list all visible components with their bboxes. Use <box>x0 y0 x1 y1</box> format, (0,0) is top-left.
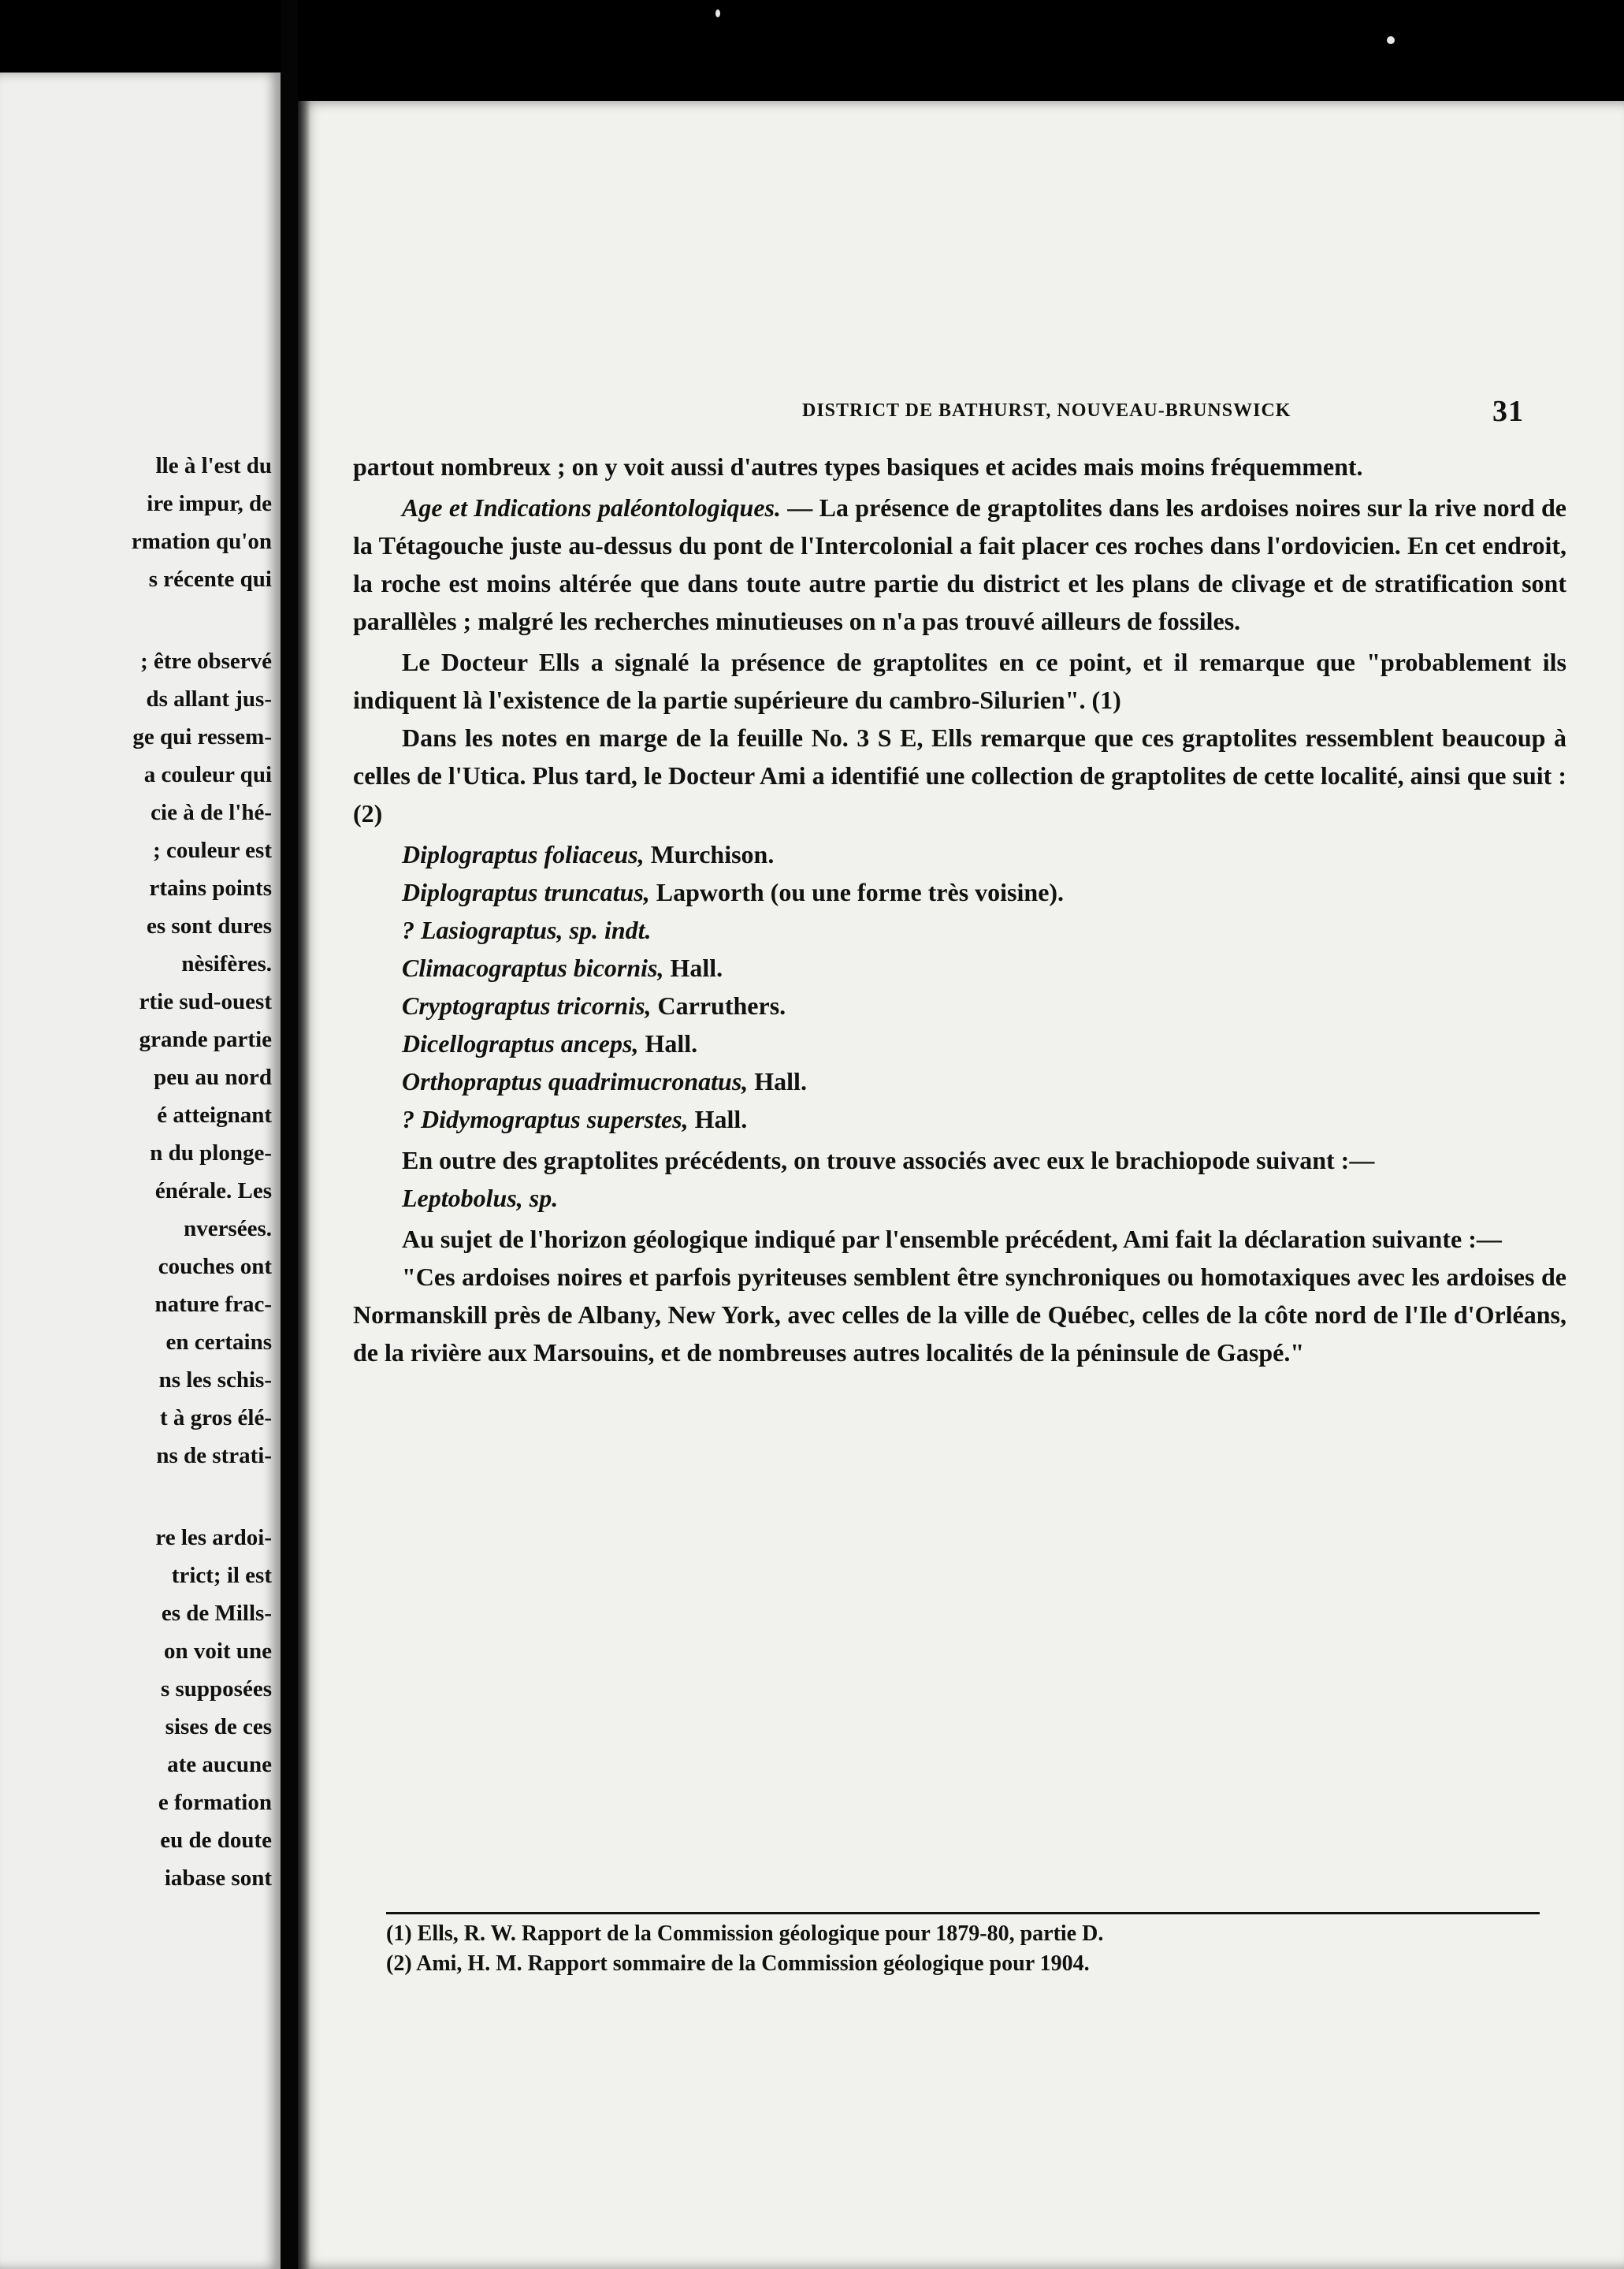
facing-page-line: ds allant jus- <box>146 686 272 712</box>
taxon-row <box>402 835 1566 873</box>
facing-page-line: nèsifères. <box>181 951 272 976</box>
paragraph: partout nombreux ; on y voit aussi d'autres types basiques et acides mais moins fréquemment. <box>353 452 1363 481</box>
taxon-author: Hall. <box>694 1105 748 1133</box>
facing-page-line: rtie sud-ouest <box>139 989 272 1014</box>
facing-page-line: t à gros élé- <box>160 1405 272 1430</box>
taxon-name: Orthopraptus quadrimucronatus, <box>402 1067 749 1095</box>
quotation: "Ces ardoises noires et parfois pyriteuses semblent être synchroniques ou homotaxiques avec les ardoises de Normanskill près de Albany, New York, avec celles de la ville de Québec, celles de la côte nord de l'Ile d'Orléans, de la rivière aux Marsouins, et de nombreuses autres localités de la péninsule de Gaspé." <box>353 1263 1566 1367</box>
footnote: (1) Ells, R. W. Rapport de la Commission géologique pour 1879-80, partie D. <box>386 1921 1104 1946</box>
facing-page-line: eu de doute <box>160 1828 272 1853</box>
facing-page-line: ; être observé <box>140 649 272 674</box>
page-gutter <box>281 0 298 2269</box>
footnotes <box>353 1921 1566 1981</box>
taxon-row <box>402 1062 1566 1100</box>
body-text <box>353 448 1566 1371</box>
facing-page-line: on voit une <box>164 1639 272 1664</box>
taxa-list <box>402 835 1566 1138</box>
taxon-row <box>402 1100 1566 1138</box>
facing-page-line: couches ont <box>158 1254 272 1279</box>
facing-page-line: a couleur qui <box>143 762 272 787</box>
paragraph: Le Docteur Ells a signalé la présence de graptolites en ce point, et il remarque que "probablement ils indiquent là l'existence de la partie supérieure du cambro-Silurien". (1) <box>353 648 1566 714</box>
facing-page-line: es de Mills- <box>161 1601 272 1626</box>
taxon-author: Lapworth (ou une forme très voisine). <box>656 878 1065 906</box>
facing-page-line: sises de ces <box>165 1714 272 1739</box>
facing-page-line: n du plonge- <box>150 1140 272 1166</box>
facing-page-line: nversées. <box>184 1216 272 1241</box>
scan-speck <box>715 9 720 17</box>
taxon-author: Hall. <box>645 1029 698 1058</box>
taxon-row <box>402 1025 1566 1062</box>
brachiopod-name: Leptobolus, sp. <box>402 1184 559 1212</box>
footnote-rule <box>386 1912 1540 1914</box>
facing-page-gap <box>0 1475 272 1519</box>
facing-page-line: ate aucune <box>167 1752 272 1777</box>
paragraph: Dans les notes en marge de la feuille No. 3 S E, Ells remarque que ces graptolites ressemblent beaucoup à celles de l'Utica. Plus tard, le Docteur Ami a identifié une collection de graptolites de cette localité, ainsi que suit : (2) <box>353 723 1566 828</box>
taxon-name: Cryptograptus tricornis, <box>402 991 652 1020</box>
taxon-row <box>402 987 1566 1025</box>
facing-page-line: peu au nord <box>154 1065 272 1090</box>
facing-page-line: ns les schis- <box>158 1367 272 1393</box>
taxon-name: ? Didymograptus superstes, <box>402 1105 689 1133</box>
taxon-author: Murchison. <box>650 840 775 869</box>
book-page <box>298 101 1624 2269</box>
facing-page-line: cie à de l'hé- <box>151 800 272 825</box>
facing-page-line: ire impur, de <box>147 491 272 516</box>
gutter-shadow <box>298 101 310 2269</box>
scan-speck <box>1387 36 1395 44</box>
taxon-author: Carruthers. <box>657 991 786 1020</box>
taxon-author: Hall. <box>670 954 723 982</box>
facing-page <box>0 73 281 2269</box>
taxon-row <box>402 911 1566 949</box>
facing-page-line: e formation <box>158 1790 272 1815</box>
facing-page-line: ns de strati- <box>156 1443 272 1468</box>
facing-page-line: s récente qui <box>148 567 272 592</box>
taxon-row <box>402 873 1566 911</box>
facing-page-line: iabase sont <box>164 1865 272 1891</box>
facing-page-line: trict; il est <box>171 1563 272 1588</box>
taxon-author: Hall. <box>754 1067 807 1095</box>
facing-page-text <box>0 447 272 1897</box>
taxon-name: Diplograptus foliaceus, <box>402 840 645 869</box>
facing-page-line: lle à l'est du <box>155 453 272 478</box>
facing-page-line: énérale. Les <box>154 1178 272 1203</box>
facing-page-line: es sont dures <box>147 913 272 939</box>
facing-page-line: é atteignant <box>157 1103 272 1128</box>
paragraph: En outre des graptolites précédents, on trouve associés avec eux le brachiopode suivant :— <box>402 1146 1375 1174</box>
running-head-title: DISTRICT DE BATHURST, NOUVEAU-BRUNSWICK <box>802 400 1291 421</box>
facing-page-line: ; couleur est <box>153 838 272 863</box>
section-heading: Age et Indications paléontologiques. <box>402 493 781 522</box>
facing-page-line: rmation qu'on <box>131 529 272 554</box>
page-number: 31 <box>1492 395 1524 428</box>
paragraph-text: — La présence de graptolites dans les ardoises noires sur la rive nord de la Tétagouche juste au-dessus du pont de l'Intercolonial a fait placer ces roches dans l'ordovicien. En cet endroit, la roche est moins altérée que dans toute autre partie du district et les plans de clivage et de stratification sont parallèles ; malgré les recherches minutieuses on n'a pas trouvé ailleurs de fossiles. <box>353 493 1567 635</box>
footnote: (2) Ami, H. M. Rapport sommaire de la Commission géologique pour 1904. <box>386 1951 1090 1976</box>
taxon-name: ? Lasiograptus, sp. indt. <box>402 916 652 944</box>
taxon-row <box>402 949 1566 987</box>
facing-page-line: re les ardoi- <box>155 1525 272 1550</box>
facing-page-line: nature frac- <box>154 1292 272 1317</box>
taxon-name: Climacograptus bicornis, <box>402 954 664 982</box>
paragraph <box>353 489 1566 640</box>
facing-page-line: s supposées <box>160 1676 272 1702</box>
taxon-name: Diplograptus truncatus, <box>402 878 650 906</box>
facing-page-gap <box>0 598 272 642</box>
facing-page-line: ge qui ressem- <box>132 724 272 750</box>
taxon-name: Dicellograptus anceps, <box>402 1029 639 1058</box>
facing-page-line: rtains points <box>149 876 272 901</box>
paragraph: Au sujet de l'horizon géologique indiqué par l'ensemble précédent, Ami fait la déclaration suivante :— <box>402 1225 1502 1253</box>
facing-page-line: en certains <box>165 1330 272 1355</box>
facing-page-line: grande partie <box>139 1027 272 1052</box>
